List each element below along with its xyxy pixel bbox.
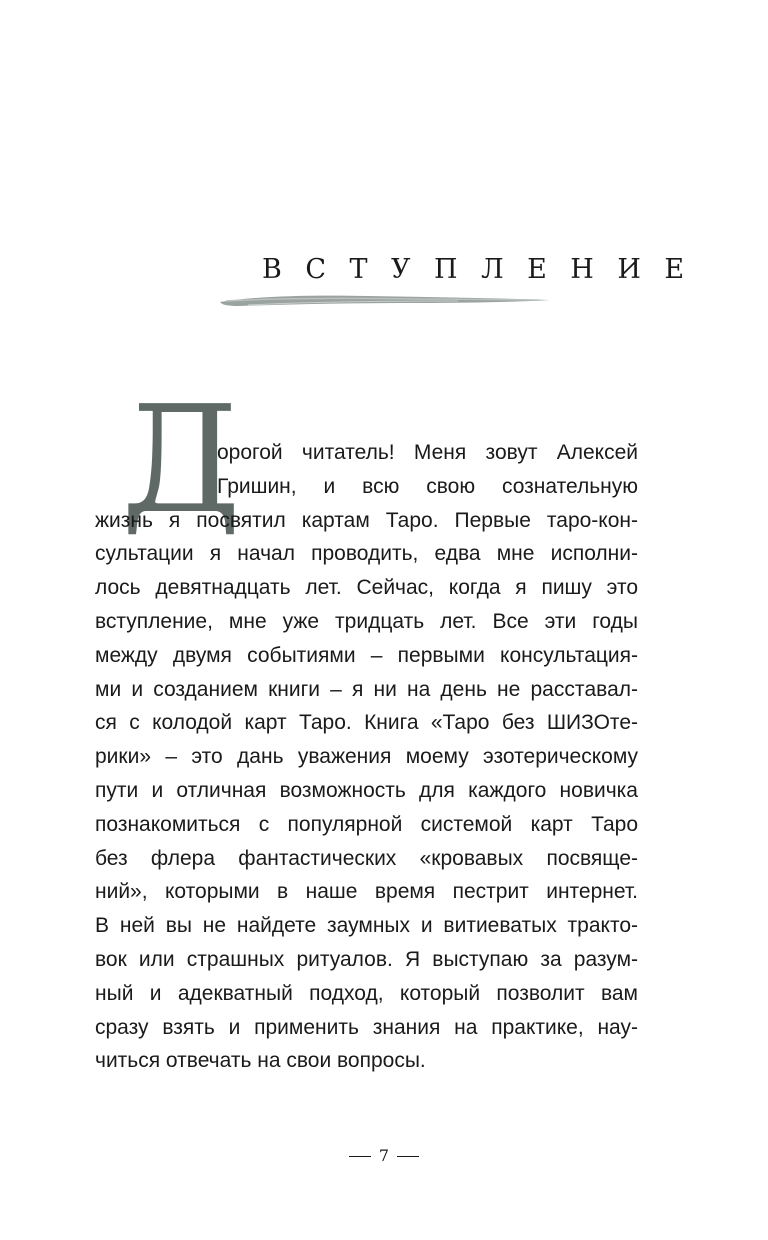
text-line: познакомиться с популярной системой карт Таро <box>95 812 638 836</box>
text-line: без флера фантастических «кровавых посвяще- <box>95 846 638 870</box>
text-line: ся с колодой карт Таро. Книга «Таро без ШИЗОте- <box>95 711 638 735</box>
text-line: вступление, мне уже тридцать лет. Все эти годы <box>95 609 638 633</box>
text-line: ный и адекватный подход, который позволит вам <box>95 981 638 1005</box>
page-number-footer <box>0 1146 768 1165</box>
text-line: читься отвечать на свои вопросы. <box>95 1049 426 1073</box>
page-number: 7 <box>378 1146 390 1165</box>
text-line: орогой читатель! Меня зовут Алексей <box>217 441 638 464</box>
text-line: пути и отличная возможность для каждого новичка <box>95 778 638 802</box>
right-dash <box>397 1156 419 1157</box>
drop-cap-letter: Д <box>121 374 242 546</box>
text-line: жизнь я посвятил картам Таро. Первые таро-кон- <box>95 508 638 532</box>
intro-paragraph <box>95 436 638 1078</box>
text-line: между двумя событиями – первыми консультация- <box>95 643 638 667</box>
left-dash <box>349 1156 371 1157</box>
text-line: ний», которыми в наше время пестрит интернет. <box>95 880 638 904</box>
text-line: рики» – это дань уважения моему эзотерическому <box>95 745 638 769</box>
text-line: Гришин, и всю свою сознательную <box>217 474 638 498</box>
text-line: вок или страшных ритуалов. Я выступаю за разум- <box>95 947 638 971</box>
text-line: сразу взять и применить знания на практике, нау- <box>95 1015 638 1039</box>
text-line: сультации я начал проводить, едва мне исполни- <box>95 542 638 566</box>
text-line: лось девятнадцать лет. Сейчас, когда я пишу это <box>95 576 638 600</box>
text-line: ми и созданием книги – я ни на день не расстaвал- <box>95 677 638 701</box>
title-brush-underline <box>218 290 552 310</box>
chapter-title: ВСТУПЛЕНИЕ <box>262 254 708 285</box>
text-line: В ней вы не найдете заумных и витиеватых тракто- <box>95 914 638 938</box>
